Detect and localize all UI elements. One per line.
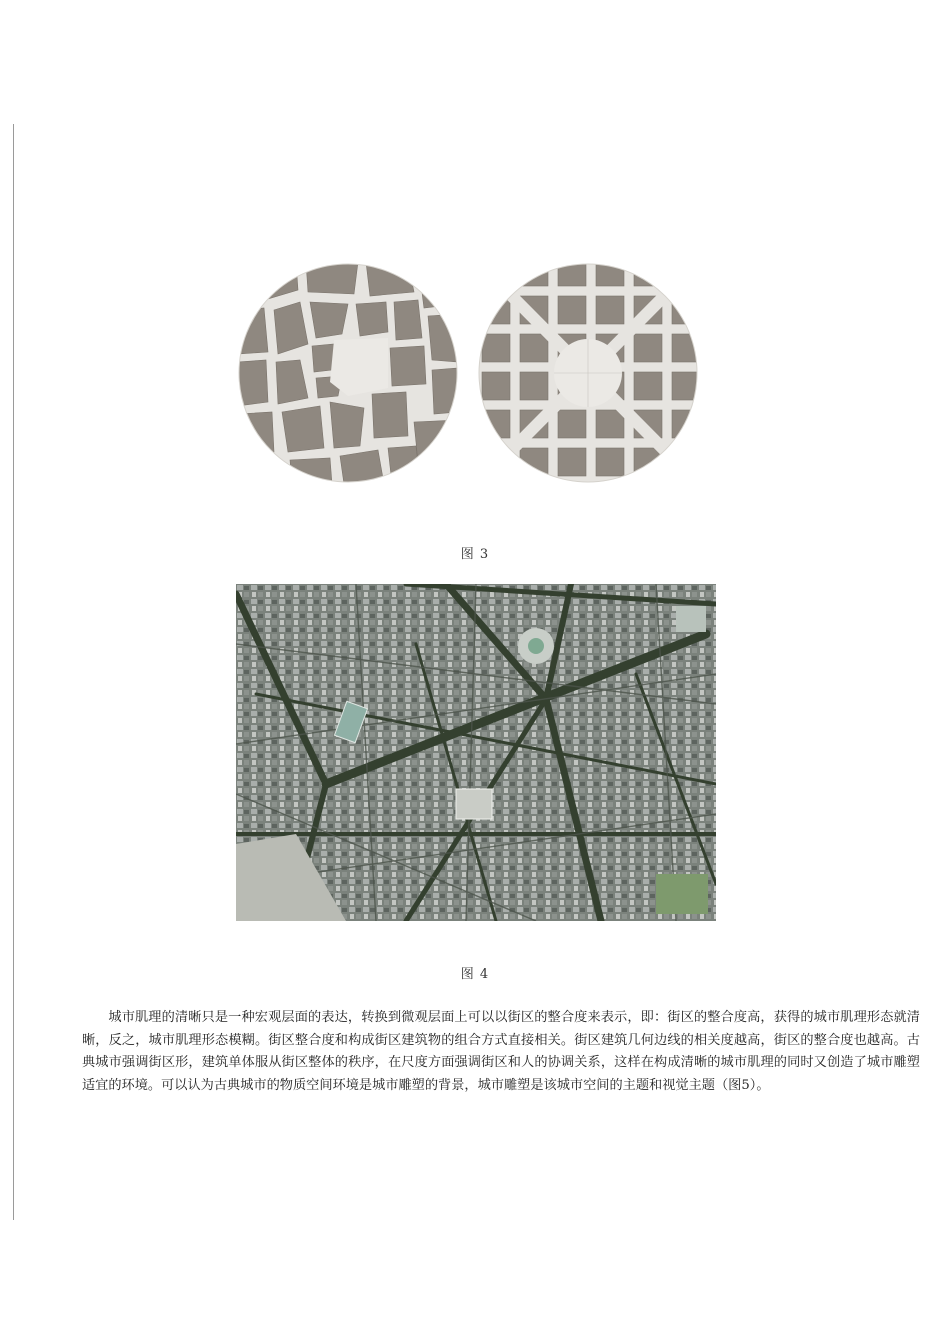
grid-block (520, 372, 548, 400)
grid-block (482, 372, 510, 400)
grid-block (558, 296, 586, 324)
grid-block (672, 262, 698, 286)
grid-block (520, 334, 548, 362)
grid-block (482, 410, 510, 438)
grid-block (634, 372, 662, 400)
grid-block (596, 410, 624, 438)
grid-block (482, 334, 510, 362)
figure-4-aerial-photo (236, 584, 716, 921)
grid-block (634, 448, 662, 476)
figure-3 (238, 262, 698, 484)
grid-block (558, 410, 586, 438)
grid-block (596, 448, 624, 476)
page-margin-rule (13, 124, 14, 1220)
grid-block (672, 296, 698, 324)
figure-3-drawing (238, 262, 698, 484)
grid-block (596, 262, 624, 286)
grid-block (558, 448, 586, 476)
grid-block (672, 410, 698, 438)
figure-3-caption: 图 3 (460, 547, 490, 562)
grid-block (482, 262, 510, 286)
grid-block (482, 296, 510, 324)
figure-4-caption: 图 4 (460, 967, 490, 982)
body-paragraph: 城市肌理的清晰只是一种宏观层面的表达，转换到微观层面上可以以街区的整合度来表示，即：街区的整合度高，获得的城市肌理形态就清晰，反之，城市肌理形态模糊。街区整合度和构成街区建筑物的组合方式直接相关。街区建筑几何边线的相关度越高，街区的整合度也越高。古典城市强调街区形，建筑单体服从街区整体的秩序，在尺度方面强调街区和人的协调关系，这样在构成清晰的城市肌理的同时又创造了城市雕塑适宜的环境。可以认为古典城市的物质空间环境是城市雕塑的背景，城市雕塑是该城市空间的主题和视觉主题（图5）。 (82, 1010, 920, 1093)
grid-block (520, 262, 548, 286)
body-text (82, 1007, 920, 1097)
grid-block (596, 296, 624, 324)
grid-block (634, 334, 662, 362)
grid-block (482, 448, 510, 476)
figure-4-drawing (236, 584, 716, 921)
grid-block (520, 448, 548, 476)
grid-block (672, 448, 698, 476)
